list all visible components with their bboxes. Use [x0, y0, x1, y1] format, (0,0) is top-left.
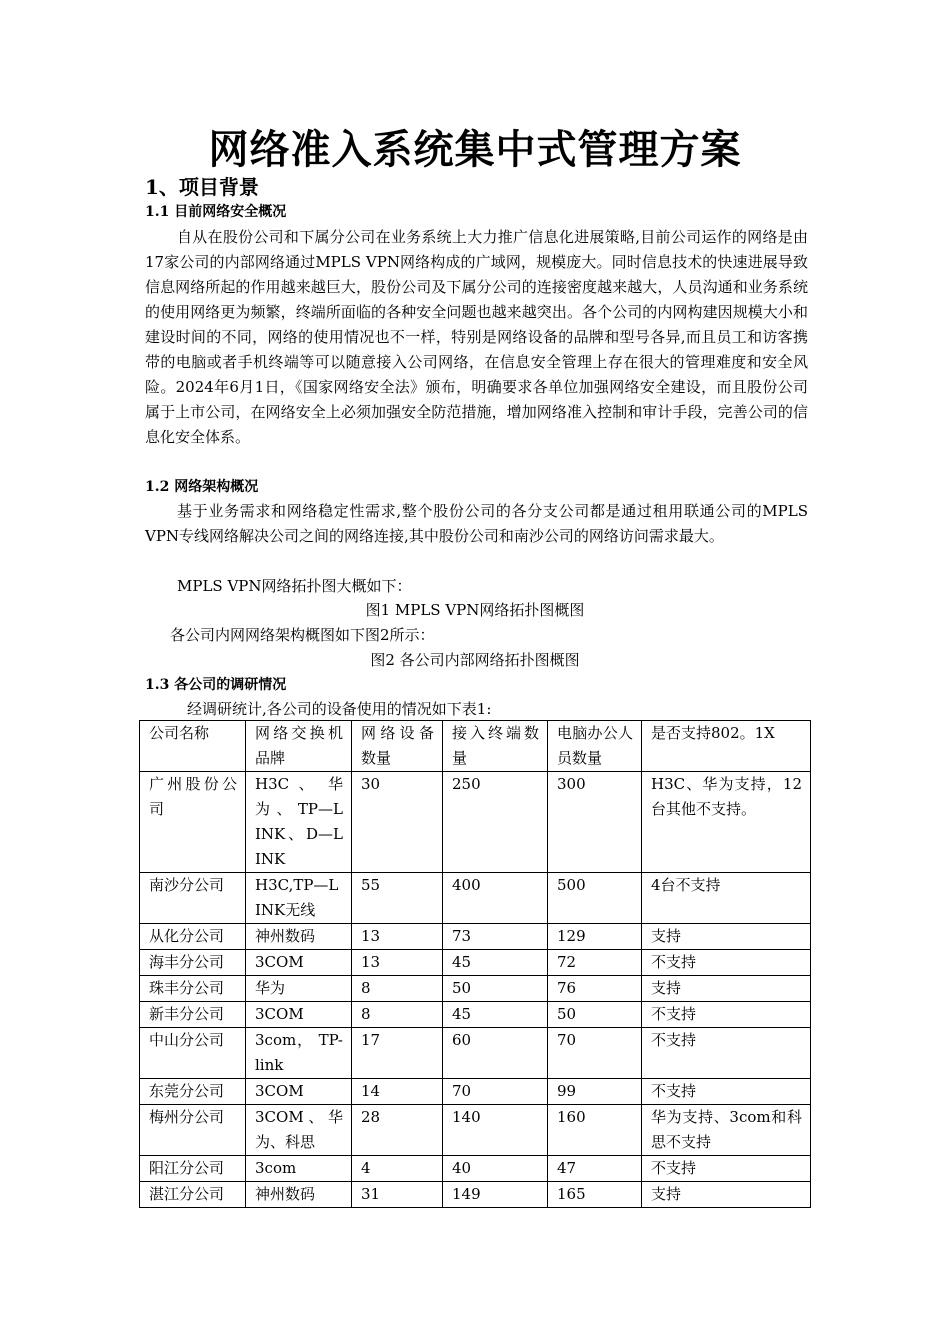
table-cell: 70 [443, 1079, 548, 1105]
section-heading-project-background: 1、项目背景 [145, 175, 259, 199]
table-cell: 4台不支持 [642, 873, 811, 924]
table-cell: 南沙分公司 [140, 873, 246, 924]
table-cell: 140 [443, 1105, 548, 1156]
table-row [140, 1182, 811, 1208]
table-cell: 湛江分公司 [140, 1182, 246, 1208]
table-cell: 神州数码 [246, 1182, 352, 1208]
table-cell: 30 [352, 772, 443, 873]
header-cell: 网络设备数量 [352, 721, 443, 772]
table-row [140, 976, 811, 1002]
table-cell: 17 [352, 1028, 443, 1079]
table-cell: 31 [352, 1182, 443, 1208]
table-cell: H3C、华为支持，12台其他不支持。 [642, 772, 811, 873]
table-cell: 不支持 [642, 1002, 811, 1028]
table-cell: 从化分公司 [140, 924, 246, 950]
table-row [140, 1105, 811, 1156]
table-cell: 129 [548, 924, 642, 950]
table-cell: 3COM [246, 1079, 352, 1105]
table-header-row [140, 721, 811, 772]
table-cell: 华为支持、3com和科思不支持 [642, 1105, 811, 1156]
table-row [140, 1079, 811, 1105]
table-cell: H3C,TP—LINK无线 [246, 873, 352, 924]
table-cell: 3com， TP-link [246, 1028, 352, 1079]
table-cell: 不支持 [642, 1028, 811, 1079]
table-cell: 50 [443, 976, 548, 1002]
header-cell: 网络交换机品牌 [246, 721, 352, 772]
subsection-heading-1-1: 1.1 目前网络安全概况 [145, 204, 287, 220]
table-cell: 3com [246, 1156, 352, 1182]
table-cell: 支持 [642, 1182, 811, 1208]
table-row [140, 924, 811, 950]
table-cell: 250 [443, 772, 548, 873]
table-cell: 55 [352, 873, 443, 924]
internal-network-intro-text: 各公司内网网络架构概图如下图2所示： [170, 626, 435, 644]
table-cell: 500 [548, 873, 642, 924]
table-cell: 不支持 [642, 1079, 811, 1105]
table-cell: 不支持 [642, 1156, 811, 1182]
figure-1-caption: 图1 MPLS VPN网络拓扑图概图 [365, 601, 585, 619]
table-cell: 新丰分公司 [140, 1002, 246, 1028]
table-cell: 珠丰分公司 [140, 976, 246, 1002]
table-cell: 40 [443, 1156, 548, 1182]
table-cell: 60 [443, 1028, 548, 1079]
table-cell: 3COM [246, 1002, 352, 1028]
table-cell: 支持 [642, 924, 811, 950]
table-cell: 支持 [642, 976, 811, 1002]
table-cell: 13 [352, 924, 443, 950]
table-row [140, 772, 811, 873]
table-cell: 神州数码 [246, 924, 352, 950]
table-row [140, 950, 811, 976]
table-cell: 47 [548, 1156, 642, 1182]
table-cell: 东莞分公司 [140, 1079, 246, 1105]
table-cell: 广州股份公司 [140, 772, 246, 873]
table-cell: 中山分公司 [140, 1028, 246, 1079]
table-cell: 4 [352, 1156, 443, 1182]
table-cell: 13 [352, 950, 443, 976]
table-cell: 8 [352, 976, 443, 1002]
survey-intro-text: 经调研统计,各公司的设备使用的情况如下表1: [187, 700, 492, 718]
topology-intro-text: MPLS VPN网络拓扑图大概如下： [177, 577, 412, 595]
table-cell: 76 [548, 976, 642, 1002]
table-cell: 72 [548, 950, 642, 976]
survey-table [139, 720, 811, 1208]
header-cell: 公司名称 [140, 721, 246, 772]
table-cell: 8 [352, 1002, 443, 1028]
table-cell: 45 [443, 950, 548, 976]
table-cell: H3C 、 华为 、 TP—LINK、D—LINK [246, 772, 352, 873]
table-cell: 海丰分公司 [140, 950, 246, 976]
table-cell: 400 [443, 873, 548, 924]
table-cell: 28 [352, 1105, 443, 1156]
table-cell: 45 [443, 1002, 548, 1028]
table-row [140, 873, 811, 924]
table-cell: 50 [548, 1002, 642, 1028]
table-cell: 阳江分公司 [140, 1156, 246, 1182]
table-cell: 300 [548, 772, 642, 873]
table-cell: 华为 [246, 976, 352, 1002]
document-title: 网络准入系统集中式管理方案 [208, 126, 742, 173]
header-cell: 是否支持802。1X [642, 721, 811, 772]
figure-2-caption: 图2 各公司内部网络拓扑图概图 [370, 651, 580, 669]
subsection-heading-1-2: 1.2 网络架构概况 [145, 479, 259, 495]
table-cell: 梅州分公司 [140, 1105, 246, 1156]
table-cell: 14 [352, 1079, 443, 1105]
table-row [140, 1028, 811, 1079]
table-cell: 160 [548, 1105, 642, 1156]
table-cell: 不支持 [642, 950, 811, 976]
header-cell: 电脑办公人员数量 [548, 721, 642, 772]
table-cell: 99 [548, 1079, 642, 1105]
table-row [140, 1156, 811, 1182]
paragraph-network-security: 自从在股份公司和下属分公司在业务系统上大力推广信息化进展策略,目前公司运作的网络是由17家公司的内部网络通过MPLS VPN网络构成的广域网，规模庞大。同时信息技术的快速进展导致信息网络所起的作用越来越巨大，股份公司及下属分公司的连接密度越来越大，人员沟通和业务系统的使用网络更为频繁，终端所面临的各种安全问题也越来越突出。各个公司的内网构建因规模大小和建设时间的不同，网络的使用情况也不一样，特别是网络设备的品牌和型号各异,而且员工和访客携带的电脑或者手机终端等可以随意接入公司网络，在信息安全管理上存在很大的管理难度和安全风险。2024年6月1日，《国家网络安全法》颁布，明确要求各单位加强网络安全建设，而且股份公司属于上市公司，在网络安全上必须加强安全防范措施，增加网络准入控制和审计手段，完善公司的信息化安全体系。 [145, 228, 808, 446]
paragraph-network-architecture: 基于业务需求和网络稳定性需求,整个股份公司的各分支公司都是通过租用联通公司的MPLS VPN专线网络解决公司之间的网络连接,其中股份公司和南沙公司的网络访问需求最大。 [145, 502, 808, 545]
table-cell: 73 [443, 924, 548, 950]
subsection-heading-1-3: 1.3 各公司的调研情况 [145, 677, 287, 693]
table-cell: 70 [548, 1028, 642, 1079]
table-cell: 165 [548, 1182, 642, 1208]
table-cell: 3COM [246, 950, 352, 976]
header-cell: 接入终端数量 [443, 721, 548, 772]
table-cell: 149 [443, 1182, 548, 1208]
table-row [140, 1002, 811, 1028]
table-cell: 3COM、华为、科思 [246, 1105, 352, 1156]
